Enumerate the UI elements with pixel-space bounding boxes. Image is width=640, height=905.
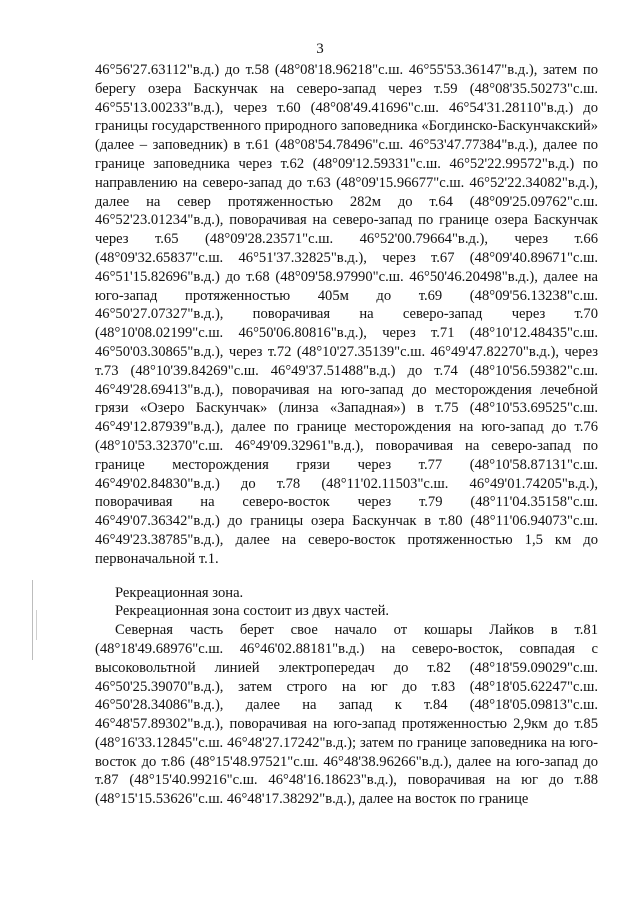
paragraph-recreation-zone-parts: Рекреационная зона состоит из двух частей. xyxy=(115,603,390,620)
paragraph-northern-part: Северная часть берет свое начало от кошары Лайков в т.81 (48°18'49.68976"с.ш. 46°46'02.88181"в.д.) на северо-восток, совпадая с высоковольтной линией электропередач до т.82 (48°18'59.09029"с.ш. 46°50'25.39070"в.д.), затем строго на юг до т.83 (48°18'05.62247"с.ш. 46°50'28.34086"в.д.), далее на запад к т.84 (48°18'05.09813"с.ш. 46°48'57.89302"в.д.), поворачивая на юго-запад протяженностью 2,9км до т.85 (48°16'33.12845"с.ш. 46°48'27.17242"в.д.); затем по границе заповедника на юго-восток до т.86 (48°15'48.97521"с.ш. 46°48'38.96266"в.д.), далее на юго-запад до т.87 (48°15'40.99216"с.ш. 46°48'16.18623"в.д.), поворачивая на юг до т.88 (48°15'15.53626"с.ш. 46°48'17.38292"в.д.), далее на восток по границе xyxy=(95,622,598,808)
paragraph-gap xyxy=(95,569,598,584)
paragraph-boundary-description: 46°56'27.63112"в.д.) до т.58 (48°08'18.96218"с.ш. 46°55'53.36147"в.д.), затем по берегу озера Баскунчак на северо-запад через т.59 (48°08'35.50273"с.ш. 46°55'13.00233"в.д.), через т.60 (48°08'49.41696"с.ш. 46°54'31.28110"в.д.) до границы государственного природного заповедника «Богдинско-Баскунчакский» (далее – заповедник) в т.61 (48°08'54.78496"с.ш. 46°53'47.77384"в.д.), далее по границе заповедника через т.62 (48°09'12.59331"с.ш. 46°52'22.99572"в.д.) по направлению на северо-запад до т.63 (48°09'15.96677"с.ш. 46°52'22.34082"в.д.), далее на север протяженностью 282м до т.64 (48°09'25.09762"с.ш. 46°52'23.01234"в.д.), поворачивая на северо-запад по границе озера Баскунчак через т.65 (48°09'28.23571"с.ш. 46°52'00.79664"в.д.), через т.66 (48°09'32.65837"с.ш. 46°51'37.32825"в.д.), через т.67 (48°09'40.89671"с.ш. 46°51'15.82696"в.д.) до т.68 (48°09'58.97990"с.ш. 46°50'46.20498"в.д.), далее на юго-запад протяженностью 405м до т.69 (48°09'56.13238"с.ш. 46°50'27.07327"в.д.), поворачивая на северо-запад через т.70 (48°10'08.02199"с.ш. 46°50'06.80816"в.д.), через т.71 (48°10'12.48435"с.ш. 46°50'03.30865"в.д.), через т.72 (48°10'27.35139"с.ш. 46°49'47.82270"в.д.), через т.73 (48°10'39.84269"с.ш. 46°49'37.51488"в.д.) до т.74 (48°10'56.59382"с.ш. 46°49'28.69413"в.д.), поворачивая на юго-запад до месторождения лечебной грязи «Озеро Баскунчак» (линза «Западная») в т.75 (48°10'53.69525"с.ш. 46°49'12.87939"в.д.), далее по границе месторождения на юго-запад до т.76 (48°10'53.32370"с.ш. 46°49'09.32961"в.д.), поворачивая на северо-запад по границе месторождения грязи через т.77 (48°10'58.87131"с.ш. 46°49'02.84830"в.д.) до т.78 (48°11'02.11503"с.ш. 46°49'01.74205"в.д.), поворачивая на северо-восток через т.79 (48°11'04.35158"с.ш. 46°49'07.36342"в.д.) до границы озера Баскунчак в т.80 (48°11'06.94073"с.ш. 46°49'23.38785"в.д.), далее на северо-восток протяженностью 1,5 км до первоначальной т.1. xyxy=(95,62,598,567)
document-body xyxy=(95,61,598,809)
page-number: 3 xyxy=(316,41,324,57)
paragraph-recreation-zone-heading: Рекреационная зона. xyxy=(115,584,244,601)
scan-artifact-line xyxy=(32,580,33,660)
scan-artifact-line xyxy=(36,610,37,640)
